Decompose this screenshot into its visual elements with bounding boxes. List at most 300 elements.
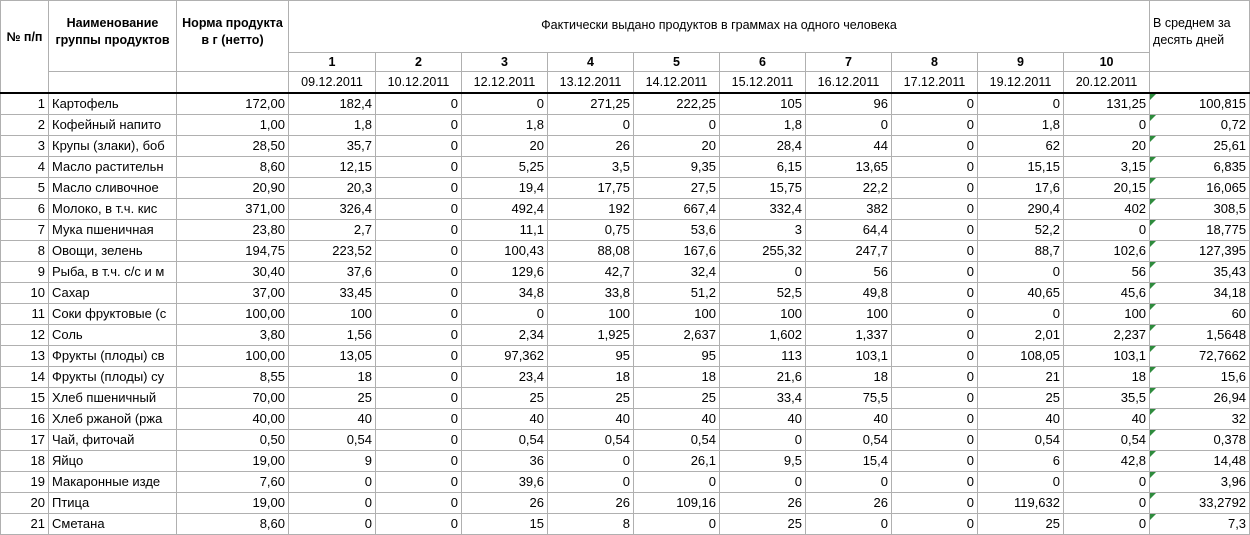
row-number-cell[interactable]: 8 (1, 241, 49, 262)
product-name-cell[interactable]: Крупы (злаки), боб (49, 136, 177, 157)
header-day-number[interactable]: 9 (978, 53, 1064, 72)
day-value-cell[interactable]: 25 (289, 388, 376, 409)
row-number-cell[interactable]: 17 (1, 430, 49, 451)
day-value-cell[interactable]: 0,54 (634, 430, 720, 451)
day-value-cell[interactable]: 0 (462, 304, 548, 325)
day-value-cell[interactable]: 103,1 (806, 346, 892, 367)
day-value-cell[interactable]: 0 (376, 241, 462, 262)
day-value-cell[interactable]: 0,54 (462, 430, 548, 451)
day-value-cell[interactable]: 247,7 (806, 241, 892, 262)
average-cell[interactable]: 127,395 (1150, 241, 1250, 262)
day-value-cell[interactable]: 0 (289, 514, 376, 535)
average-cell[interactable]: 16,065 (1150, 178, 1250, 199)
day-value-cell[interactable]: 62 (978, 136, 1064, 157)
day-value-cell[interactable]: 26,1 (634, 451, 720, 472)
average-cell[interactable]: 0,72 (1150, 115, 1250, 136)
day-value-cell[interactable]: 100,43 (462, 241, 548, 262)
day-value-cell[interactable]: 2,637 (634, 325, 720, 346)
header-actual-issued[interactable]: Фактически выдано продуктов в граммах на одного человека (289, 1, 1150, 53)
day-value-cell[interactable]: 11,1 (462, 220, 548, 241)
norm-cell[interactable]: 1,00 (177, 115, 289, 136)
day-value-cell[interactable]: 0 (376, 325, 462, 346)
product-name-cell[interactable]: Рыба, в т.ч. с/с и м (49, 262, 177, 283)
row-number-cell[interactable]: 7 (1, 220, 49, 241)
norm-cell[interactable]: 30,40 (177, 262, 289, 283)
average-cell[interactable]: 308,5 (1150, 199, 1250, 220)
average-cell[interactable]: 7,3 (1150, 514, 1250, 535)
row-number-cell[interactable]: 20 (1, 493, 49, 514)
product-name-cell[interactable]: Кофейный напито (49, 115, 177, 136)
day-value-cell[interactable]: 0 (376, 472, 462, 493)
day-value-cell[interactable]: 0 (1064, 115, 1150, 136)
day-value-cell[interactable]: 0 (462, 93, 548, 115)
product-name-cell[interactable]: Картофель (49, 93, 177, 115)
day-value-cell[interactable]: 12,15 (289, 157, 376, 178)
day-value-cell[interactable]: 109,16 (634, 493, 720, 514)
day-value-cell[interactable]: 182,4 (289, 93, 376, 115)
product-name-cell[interactable]: Фрукты (плоды) су (49, 367, 177, 388)
product-name-cell[interactable]: Мука пшеничная (49, 220, 177, 241)
day-value-cell[interactable]: 49,8 (806, 283, 892, 304)
day-value-cell[interactable]: 37,6 (289, 262, 376, 283)
average-cell[interactable]: 14,48 (1150, 451, 1250, 472)
day-value-cell[interactable]: 0 (548, 115, 634, 136)
day-value-cell[interactable]: 0 (548, 472, 634, 493)
row-number-cell[interactable]: 12 (1, 325, 49, 346)
day-value-cell[interactable]: 100 (1064, 304, 1150, 325)
day-value-cell[interactable]: 95 (634, 346, 720, 367)
day-value-cell[interactable]: 9,35 (634, 157, 720, 178)
day-value-cell[interactable]: 40 (462, 409, 548, 430)
day-value-cell[interactable]: 18 (1064, 367, 1150, 388)
norm-cell[interactable]: 8,55 (177, 367, 289, 388)
day-value-cell[interactable]: 33,4 (720, 388, 806, 409)
day-value-cell[interactable]: 56 (806, 262, 892, 283)
day-value-cell[interactable]: 0 (376, 493, 462, 514)
day-value-cell[interactable]: 15,4 (806, 451, 892, 472)
norm-cell[interactable]: 20,90 (177, 178, 289, 199)
header-row-number[interactable]: № п/п (1, 1, 49, 94)
day-value-cell[interactable]: 492,4 (462, 199, 548, 220)
day-value-cell[interactable]: 0 (376, 409, 462, 430)
header-date[interactable]: 19.12.2011 (978, 72, 1064, 94)
day-value-cell[interactable]: 0,54 (1064, 430, 1150, 451)
day-value-cell[interactable]: 0 (806, 514, 892, 535)
day-value-cell[interactable]: 25 (720, 514, 806, 535)
row-number-cell[interactable]: 13 (1, 346, 49, 367)
day-value-cell[interactable]: 17,75 (548, 178, 634, 199)
day-value-cell[interactable]: 0 (892, 178, 978, 199)
row-number-cell[interactable]: 5 (1, 178, 49, 199)
day-value-cell[interactable]: 0 (892, 115, 978, 136)
day-value-cell[interactable]: 0 (289, 472, 376, 493)
day-value-cell[interactable]: 131,25 (1064, 93, 1150, 115)
day-value-cell[interactable]: 0 (634, 115, 720, 136)
day-value-cell[interactable]: 1,8 (462, 115, 548, 136)
day-value-cell[interactable]: 0 (289, 493, 376, 514)
product-name-cell[interactable]: Хлеб пшеничный (49, 388, 177, 409)
header-norm[interactable]: Норма продукта в г (нетто) (177, 1, 289, 72)
norm-cell[interactable]: 19,00 (177, 451, 289, 472)
header-day-number[interactable]: 4 (548, 53, 634, 72)
average-cell[interactable]: 60 (1150, 304, 1250, 325)
day-value-cell[interactable]: 0 (376, 388, 462, 409)
day-value-cell[interactable]: 20,15 (1064, 178, 1150, 199)
day-value-cell[interactable]: 129,6 (462, 262, 548, 283)
day-value-cell[interactable]: 39,6 (462, 472, 548, 493)
header-date[interactable]: 17.12.2011 (892, 72, 978, 94)
product-name-cell[interactable]: Чай, фиточай (49, 430, 177, 451)
day-value-cell[interactable]: 2,34 (462, 325, 548, 346)
header-date[interactable]: 10.12.2011 (376, 72, 462, 94)
header-date[interactable]: 15.12.2011 (720, 72, 806, 94)
product-name-cell[interactable]: Соки фруктовые (с (49, 304, 177, 325)
day-value-cell[interactable]: 40 (548, 409, 634, 430)
day-value-cell[interactable]: 223,52 (289, 241, 376, 262)
average-cell[interactable]: 25,61 (1150, 136, 1250, 157)
day-value-cell[interactable]: 5,25 (462, 157, 548, 178)
day-value-cell[interactable]: 0 (720, 262, 806, 283)
product-name-cell[interactable]: Птица (49, 493, 177, 514)
day-value-cell[interactable]: 0 (892, 514, 978, 535)
day-value-cell[interactable]: 40 (1064, 409, 1150, 430)
day-value-cell[interactable]: 0 (892, 220, 978, 241)
day-value-cell[interactable]: 0 (376, 93, 462, 115)
day-value-cell[interactable]: 51,2 (634, 283, 720, 304)
day-value-cell[interactable]: 26 (462, 493, 548, 514)
product-name-cell[interactable]: Фрукты (плоды) св (49, 346, 177, 367)
row-number-cell[interactable]: 19 (1, 472, 49, 493)
day-value-cell[interactable]: 20 (462, 136, 548, 157)
day-value-cell[interactable]: 33,45 (289, 283, 376, 304)
product-name-cell[interactable]: Яйцо (49, 451, 177, 472)
average-cell[interactable]: 0,378 (1150, 430, 1250, 451)
header-day-number[interactable]: 1 (289, 53, 376, 72)
day-value-cell[interactable]: 0 (892, 241, 978, 262)
day-value-cell[interactable]: 26 (720, 493, 806, 514)
day-value-cell[interactable]: 1,8 (978, 115, 1064, 136)
norm-cell[interactable]: 194,75 (177, 241, 289, 262)
row-number-cell[interactable]: 3 (1, 136, 49, 157)
day-value-cell[interactable]: 0 (376, 115, 462, 136)
average-cell[interactable]: 6,835 (1150, 157, 1250, 178)
day-value-cell[interactable]: 2,01 (978, 325, 1064, 346)
day-value-cell[interactable]: 0 (892, 325, 978, 346)
header-date[interactable]: 12.12.2011 (462, 72, 548, 94)
day-value-cell[interactable]: 667,4 (634, 199, 720, 220)
norm-cell[interactable]: 40,00 (177, 409, 289, 430)
day-value-cell[interactable]: 0 (892, 136, 978, 157)
day-value-cell[interactable]: 23,4 (462, 367, 548, 388)
day-value-cell[interactable]: 102,6 (1064, 241, 1150, 262)
average-cell[interactable]: 32 (1150, 409, 1250, 430)
day-value-cell[interactable]: 0 (376, 367, 462, 388)
row-number-cell[interactable]: 6 (1, 199, 49, 220)
day-value-cell[interactable]: 0 (1064, 493, 1150, 514)
day-value-cell[interactable]: 0 (376, 346, 462, 367)
header-date[interactable]: 14.12.2011 (634, 72, 720, 94)
day-value-cell[interactable]: 19,4 (462, 178, 548, 199)
day-value-cell[interactable]: 382 (806, 199, 892, 220)
day-value-cell[interactable]: 0 (720, 430, 806, 451)
average-cell[interactable]: 3,96 (1150, 472, 1250, 493)
day-value-cell[interactable]: 0,54 (548, 430, 634, 451)
day-value-cell[interactable]: 18 (289, 367, 376, 388)
day-value-cell[interactable]: 0 (376, 199, 462, 220)
day-value-cell[interactable]: 103,1 (1064, 346, 1150, 367)
day-value-cell[interactable]: 0 (376, 283, 462, 304)
day-value-cell[interactable]: 0 (978, 262, 1064, 283)
day-value-cell[interactable]: 1,56 (289, 325, 376, 346)
day-value-cell[interactable]: 1,925 (548, 325, 634, 346)
day-value-cell[interactable]: 0,75 (548, 220, 634, 241)
day-value-cell[interactable]: 18 (548, 367, 634, 388)
day-value-cell[interactable]: 0 (376, 430, 462, 451)
header-average-blank[interactable] (1150, 72, 1250, 94)
day-value-cell[interactable]: 1,8 (720, 115, 806, 136)
average-cell[interactable]: 26,94 (1150, 388, 1250, 409)
norm-cell[interactable]: 100,00 (177, 346, 289, 367)
product-name-cell[interactable]: Масло растительн (49, 157, 177, 178)
day-value-cell[interactable]: 25 (634, 388, 720, 409)
day-value-cell[interactable]: 0,54 (806, 430, 892, 451)
product-name-cell[interactable]: Молоко, в т.ч. кис (49, 199, 177, 220)
day-value-cell[interactable]: 0 (892, 367, 978, 388)
day-value-cell[interactable]: 75,5 (806, 388, 892, 409)
day-value-cell[interactable]: 40 (289, 409, 376, 430)
day-value-cell[interactable]: 6,15 (720, 157, 806, 178)
day-value-cell[interactable]: 15,75 (720, 178, 806, 199)
norm-cell[interactable]: 19,00 (177, 493, 289, 514)
row-number-cell[interactable]: 1 (1, 93, 49, 115)
day-value-cell[interactable]: 108,05 (978, 346, 1064, 367)
day-value-cell[interactable]: 34,8 (462, 283, 548, 304)
day-value-cell[interactable]: 0 (1064, 220, 1150, 241)
day-value-cell[interactable]: 20,3 (289, 178, 376, 199)
norm-cell[interactable]: 8,60 (177, 514, 289, 535)
day-value-cell[interactable]: 0 (892, 346, 978, 367)
product-name-cell[interactable]: Макаронные изде (49, 472, 177, 493)
row-number-cell[interactable]: 11 (1, 304, 49, 325)
day-value-cell[interactable]: 1,8 (289, 115, 376, 136)
average-cell[interactable]: 33,2792 (1150, 493, 1250, 514)
day-value-cell[interactable]: 25 (978, 514, 1064, 535)
header-product-group[interactable]: Наименование группы продуктов (49, 1, 177, 72)
row-number-cell[interactable]: 2 (1, 115, 49, 136)
day-value-cell[interactable]: 18 (634, 367, 720, 388)
day-value-cell[interactable]: 6 (978, 451, 1064, 472)
day-value-cell[interactable]: 0 (892, 451, 978, 472)
day-value-cell[interactable]: 2,7 (289, 220, 376, 241)
norm-cell[interactable]: 28,50 (177, 136, 289, 157)
day-value-cell[interactable]: 3 (720, 220, 806, 241)
day-value-cell[interactable]: 44 (806, 136, 892, 157)
day-value-cell[interactable]: 0 (892, 430, 978, 451)
day-value-cell[interactable]: 0 (376, 136, 462, 157)
product-name-cell[interactable]: Овощи, зелень (49, 241, 177, 262)
day-value-cell[interactable]: 42,8 (1064, 451, 1150, 472)
day-value-cell[interactable]: 25 (462, 388, 548, 409)
day-value-cell[interactable]: 17,6 (978, 178, 1064, 199)
day-value-cell[interactable]: 0 (892, 493, 978, 514)
day-value-cell[interactable]: 40 (720, 409, 806, 430)
day-value-cell[interactable]: 0,54 (289, 430, 376, 451)
product-name-cell[interactable]: Масло сливочное (49, 178, 177, 199)
day-value-cell[interactable]: 52,2 (978, 220, 1064, 241)
day-value-cell[interactable]: 9 (289, 451, 376, 472)
day-value-cell[interactable]: 35,5 (1064, 388, 1150, 409)
day-value-cell[interactable]: 100 (289, 304, 376, 325)
day-value-cell[interactable]: 100 (720, 304, 806, 325)
day-value-cell[interactable]: 0 (892, 262, 978, 283)
norm-cell[interactable]: 172,00 (177, 93, 289, 115)
day-value-cell[interactable]: 36 (462, 451, 548, 472)
product-name-cell[interactable]: Соль (49, 325, 177, 346)
day-value-cell[interactable]: 8 (548, 514, 634, 535)
header-day-number[interactable]: 2 (376, 53, 462, 72)
day-value-cell[interactable]: 20 (1064, 136, 1150, 157)
day-value-cell[interactable]: 27,5 (634, 178, 720, 199)
header-day-number[interactable]: 5 (634, 53, 720, 72)
average-cell[interactable]: 15,6 (1150, 367, 1250, 388)
day-value-cell[interactable]: 88,7 (978, 241, 1064, 262)
day-value-cell[interactable]: 33,8 (548, 283, 634, 304)
product-name-cell[interactable]: Сахар (49, 283, 177, 304)
day-value-cell[interactable]: 56 (1064, 262, 1150, 283)
row-number-cell[interactable]: 16 (1, 409, 49, 430)
header-day-number[interactable]: 10 (1064, 53, 1150, 72)
day-value-cell[interactable]: 0 (978, 93, 1064, 115)
header-norm-blank[interactable] (177, 72, 289, 94)
day-value-cell[interactable]: 52,5 (720, 283, 806, 304)
day-value-cell[interactable]: 0 (892, 304, 978, 325)
day-value-cell[interactable]: 0 (634, 472, 720, 493)
day-value-cell[interactable]: 0 (892, 283, 978, 304)
day-value-cell[interactable]: 100 (634, 304, 720, 325)
day-value-cell[interactable]: 0 (376, 157, 462, 178)
day-value-cell[interactable]: 15,15 (978, 157, 1064, 178)
norm-cell[interactable]: 371,00 (177, 199, 289, 220)
day-value-cell[interactable]: 26 (548, 493, 634, 514)
day-value-cell[interactable]: 2,237 (1064, 325, 1150, 346)
day-value-cell[interactable]: 96 (806, 93, 892, 115)
day-value-cell[interactable]: 0 (892, 409, 978, 430)
norm-cell[interactable]: 3,80 (177, 325, 289, 346)
day-value-cell[interactable]: 26 (806, 493, 892, 514)
day-value-cell[interactable]: 3,5 (548, 157, 634, 178)
average-cell[interactable]: 34,18 (1150, 283, 1250, 304)
day-value-cell[interactable]: 0 (892, 93, 978, 115)
day-value-cell[interactable]: 0 (376, 451, 462, 472)
day-value-cell[interactable]: 0 (1064, 514, 1150, 535)
day-value-cell[interactable]: 3,15 (1064, 157, 1150, 178)
average-cell[interactable]: 18,775 (1150, 220, 1250, 241)
row-number-cell[interactable]: 21 (1, 514, 49, 535)
row-number-cell[interactable]: 10 (1, 283, 49, 304)
header-product-group-blank[interactable] (49, 72, 177, 94)
day-value-cell[interactable]: 192 (548, 199, 634, 220)
day-value-cell[interactable]: 0 (634, 514, 720, 535)
day-value-cell[interactable]: 222,25 (634, 93, 720, 115)
day-value-cell[interactable]: 0 (376, 178, 462, 199)
day-value-cell[interactable]: 40 (978, 409, 1064, 430)
day-value-cell[interactable]: 32,4 (634, 262, 720, 283)
header-day-number[interactable]: 6 (720, 53, 806, 72)
day-value-cell[interactable]: 35,7 (289, 136, 376, 157)
header-date[interactable]: 13.12.2011 (548, 72, 634, 94)
day-value-cell[interactable]: 15 (462, 514, 548, 535)
day-value-cell[interactable]: 0 (376, 220, 462, 241)
day-value-cell[interactable]: 21 (978, 367, 1064, 388)
day-value-cell[interactable]: 45,6 (1064, 283, 1150, 304)
day-value-cell[interactable]: 95 (548, 346, 634, 367)
day-value-cell[interactable]: 40 (634, 409, 720, 430)
day-value-cell[interactable]: 0 (892, 157, 978, 178)
day-value-cell[interactable]: 119,632 (978, 493, 1064, 514)
day-value-cell[interactable]: 105 (720, 93, 806, 115)
header-day-number[interactable]: 7 (806, 53, 892, 72)
day-value-cell[interactable]: 53,6 (634, 220, 720, 241)
row-number-cell[interactable]: 4 (1, 157, 49, 178)
norm-cell[interactable]: 70,00 (177, 388, 289, 409)
row-number-cell[interactable]: 14 (1, 367, 49, 388)
day-value-cell[interactable]: 0 (1064, 472, 1150, 493)
day-value-cell[interactable]: 402 (1064, 199, 1150, 220)
product-name-cell[interactable]: Хлеб ржаной (ржа (49, 409, 177, 430)
day-value-cell[interactable]: 0 (548, 451, 634, 472)
day-value-cell[interactable]: 0 (892, 472, 978, 493)
norm-cell[interactable]: 100,00 (177, 304, 289, 325)
day-value-cell[interactable]: 22,2 (806, 178, 892, 199)
average-cell[interactable]: 1,5648 (1150, 325, 1250, 346)
day-value-cell[interactable]: 1,602 (720, 325, 806, 346)
header-day-number[interactable]: 3 (462, 53, 548, 72)
day-value-cell[interactable]: 28,4 (720, 136, 806, 157)
day-value-cell[interactable]: 13,65 (806, 157, 892, 178)
day-value-cell[interactable]: 0 (978, 304, 1064, 325)
day-value-cell[interactable]: 88,08 (548, 241, 634, 262)
day-value-cell[interactable]: 21,6 (720, 367, 806, 388)
header-day-number[interactable]: 8 (892, 53, 978, 72)
norm-cell[interactable]: 0,50 (177, 430, 289, 451)
day-value-cell[interactable]: 0 (376, 304, 462, 325)
day-value-cell[interactable]: 0 (720, 472, 806, 493)
day-value-cell[interactable]: 100 (548, 304, 634, 325)
day-value-cell[interactable]: 326,4 (289, 199, 376, 220)
day-value-cell[interactable]: 0,54 (978, 430, 1064, 451)
day-value-cell[interactable]: 0 (806, 472, 892, 493)
header-date[interactable]: 20.12.2011 (1064, 72, 1150, 94)
row-number-cell[interactable]: 18 (1, 451, 49, 472)
day-value-cell[interactable]: 40 (806, 409, 892, 430)
header-average[interactable]: В среднем за десять дней (1150, 1, 1250, 72)
day-value-cell[interactable]: 167,6 (634, 241, 720, 262)
day-value-cell[interactable]: 100 (806, 304, 892, 325)
day-value-cell[interactable]: 20 (634, 136, 720, 157)
average-cell[interactable]: 72,7662 (1150, 346, 1250, 367)
norm-cell[interactable]: 37,00 (177, 283, 289, 304)
day-value-cell[interactable]: 0 (978, 472, 1064, 493)
day-value-cell[interactable]: 271,25 (548, 93, 634, 115)
day-value-cell[interactable]: 0 (806, 115, 892, 136)
day-value-cell[interactable]: 290,4 (978, 199, 1064, 220)
day-value-cell[interactable]: 25 (978, 388, 1064, 409)
header-date[interactable]: 16.12.2011 (806, 72, 892, 94)
norm-cell[interactable]: 23,80 (177, 220, 289, 241)
day-value-cell[interactable]: 0 (892, 199, 978, 220)
row-number-cell[interactable]: 15 (1, 388, 49, 409)
day-value-cell[interactable]: 18 (806, 367, 892, 388)
